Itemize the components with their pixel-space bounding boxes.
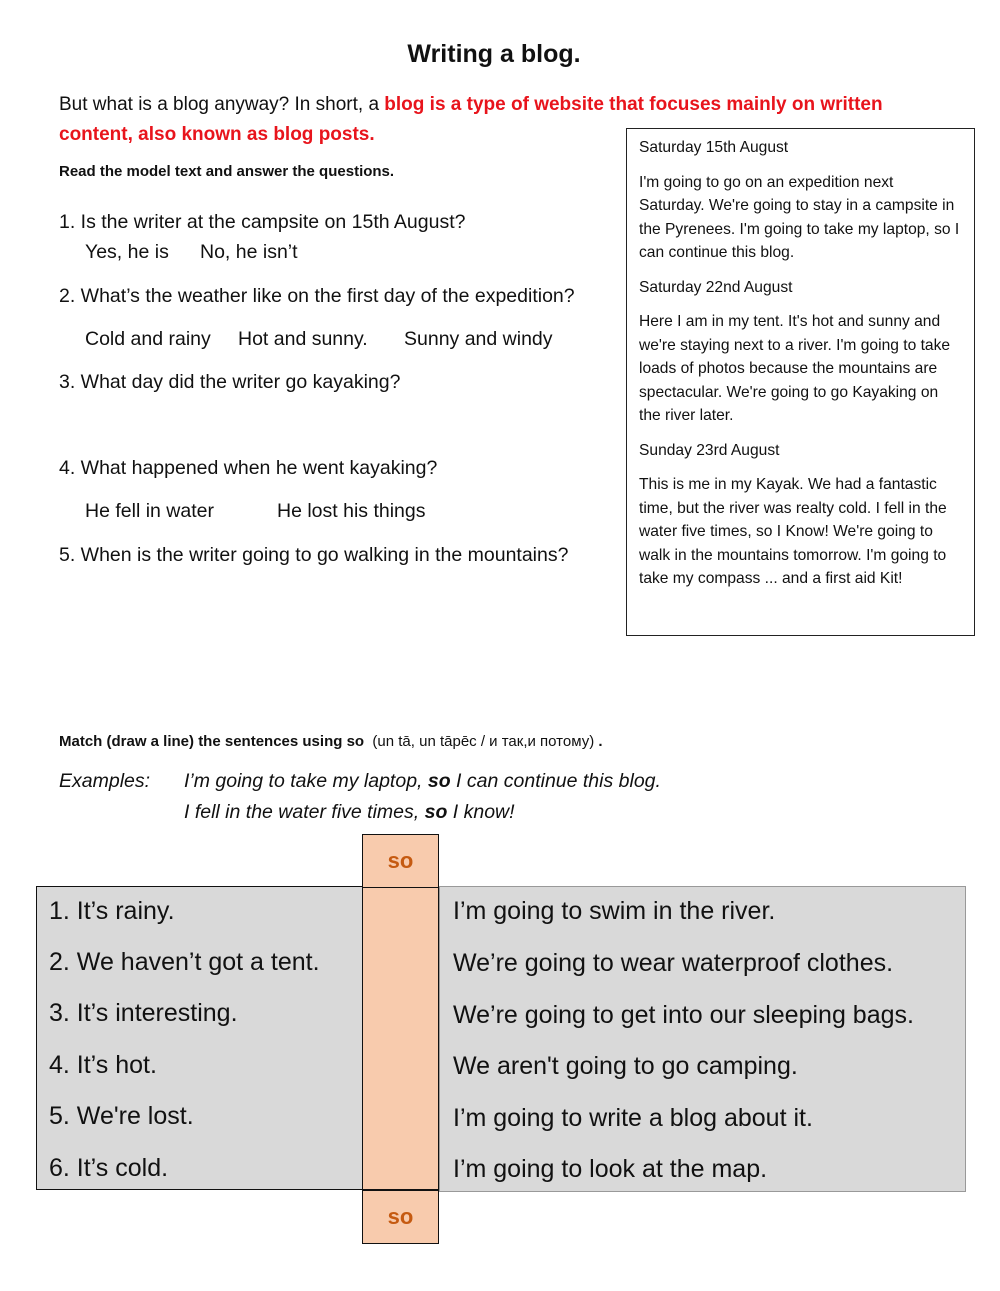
left-sentence[interactable]: 6. It’s cold.: [49, 1154, 169, 1182]
right-sentence[interactable]: I’m going to look at the map.: [453, 1155, 768, 1183]
left-sentence[interactable]: 1. It’s rainy.: [49, 897, 175, 925]
question-5: 5. When is the writer going to go walking in the mountains?: [59, 544, 569, 566]
question-2-option[interactable]: Sunny and windy: [404, 328, 553, 350]
page-title: Writing a blog.: [407, 40, 581, 68]
match-instruction-end: .: [598, 733, 603, 750]
question-4-option[interactable]: He fell in water: [85, 500, 214, 522]
right-sentence[interactable]: We’re going to wear waterproof clothes.: [453, 949, 894, 977]
question-2-option[interactable]: Hot and sunny.: [238, 328, 368, 350]
left-sentence[interactable]: 5. We're lost.: [49, 1102, 194, 1130]
match-instruction: [59, 733, 603, 750]
reading-instruction: Read the model text and answer the questions.: [59, 163, 395, 180]
match-translation: (un tā, un tāpēc / и так,и потому): [372, 733, 595, 750]
question-4: 4. What happened when he went kayaking?: [59, 457, 438, 479]
example-sentence: I’m going to take my laptop, so I can continue this blog.: [184, 770, 661, 792]
examples-label: Examples:: [59, 770, 151, 792]
right-sentence[interactable]: I’m going to write a blog about it.: [453, 1104, 813, 1132]
match-instruction-bold: Match (draw a line) the sentences using so: [59, 733, 365, 750]
left-sentence[interactable]: 2. We haven’t got a tent.: [49, 948, 320, 976]
intro-definition: blog is a type of website that focuses mainly on written content, also known as blog posts.: [59, 94, 883, 145]
question-4-option[interactable]: He lost his things: [277, 500, 426, 522]
left-sentence[interactable]: 4. It’s hot.: [49, 1051, 157, 1079]
right-sentence[interactable]: We aren't going to go camping.: [453, 1052, 798, 1080]
so-label-top: so: [362, 834, 439, 888]
blog-entry: Here I am in my tent. It's hot and sunny and we're staying next to a river. I'm going to take loads of photos because the mountains are spectacular. We're going to go Kayaking on the river later.: [639, 313, 951, 424]
blog-text-box: [626, 128, 975, 636]
question-2-option[interactable]: Cold and rainy: [85, 328, 211, 350]
left-sentence[interactable]: 3. It’s interesting.: [49, 999, 238, 1027]
blog-date: Saturday 15th August: [639, 139, 789, 156]
right-sentence[interactable]: We’re going to get into our sleeping bags.: [453, 1001, 914, 1029]
question-1-option[interactable]: Yes, he is: [85, 241, 169, 263]
question-1: 1. Is the writer at the campsite on 15th August?: [59, 211, 466, 233]
so-connector-column[interactable]: [362, 887, 439, 1190]
blog-entry: This is me in my Kayak. We had a fantastic time, but the river was realty cold. I fell in the water five times, so I Know! We're going to walk in the mountains tomorrow. I'm going to take my compass ... and a first aid Kit!: [639, 476, 947, 587]
question-2: 2. What’s the weather like on the first day of the expedition?: [59, 285, 575, 307]
blog-entry: I'm going to go on an expedition next Saturday. We're going to stay in a campsite in the Pyrenees. I'm going to take my laptop, so I can continue this blog.: [639, 173, 960, 261]
so-label-bottom: so: [362, 1190, 439, 1244]
question-3: 3. What day did the writer go kayaking?: [59, 371, 401, 393]
example-sentence: I fell in the water five times, so I know!: [184, 801, 515, 823]
intro-text: But what is a blog anyway? In short, a: [59, 94, 385, 115]
question-1-option[interactable]: No, he isn’t: [200, 241, 298, 263]
blog-date: Saturday 22nd August: [639, 278, 793, 296]
blog-date: Sunday 23rd August: [639, 441, 780, 459]
right-sentence[interactable]: I’m going to swim in the river.: [453, 897, 776, 925]
left-sentences-box: [36, 886, 363, 1190]
right-sentences-box: [439, 886, 966, 1192]
